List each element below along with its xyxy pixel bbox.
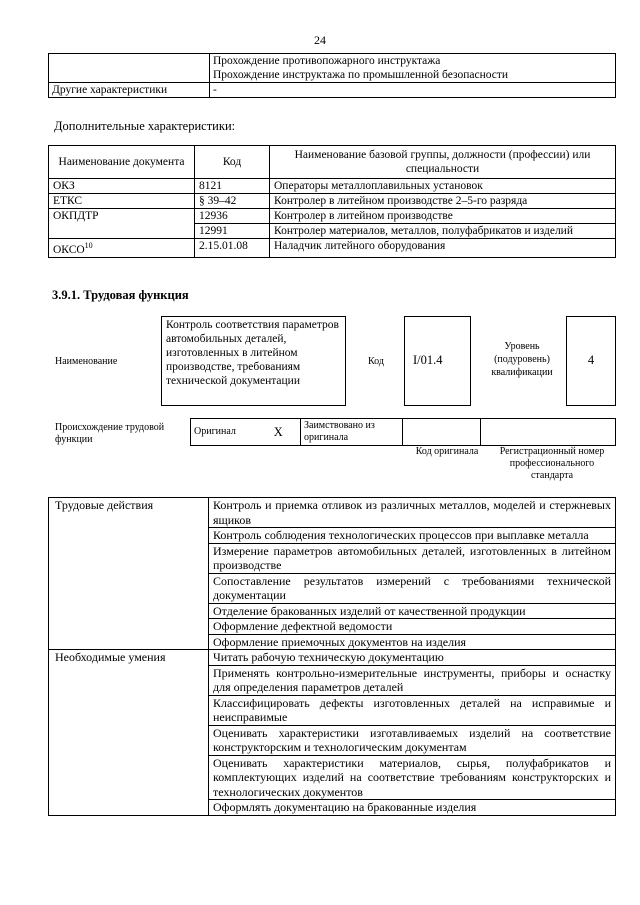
additional-characteristics-table	[48, 145, 616, 258]
labor-action-item: Оформление дефектной ведомости	[209, 619, 616, 635]
name-cell: Контролер в литейном производстве 2–5-го разряда	[270, 194, 616, 209]
labor-action-item: Сопоставление результатов измерений с требованиями технической документации	[209, 573, 616, 603]
skill-item: Оценивать характеристики изготавливаемых изделий на соответствие конструкторским и технологическим документам	[209, 725, 616, 755]
origin-label: Происхождение трудовой функции	[55, 422, 165, 445]
function-details-table	[48, 497, 616, 816]
requirement-line: Прохождение противопожарного инструктажа	[213, 55, 441, 67]
header-group-name: Наименование базовой группы, должности (профессии) или специальности	[270, 146, 616, 179]
function-name-label: Наименование	[55, 356, 118, 367]
top-characteristics-table	[48, 53, 616, 98]
code-cell: § 39–42	[195, 194, 270, 209]
requirement-line: Прохождение инструктажа по промышленной безопасности	[213, 69, 509, 81]
doc-cell	[49, 239, 195, 258]
name-cell: Контролер материалов, металлов, полуфабрикатов и изделий	[270, 224, 616, 239]
function-code-label: Код	[368, 356, 384, 367]
footnote-ref: 10	[84, 241, 93, 250]
other-characteristics-value: -	[210, 83, 616, 98]
qualification-level-value: 4	[587, 353, 595, 367]
original-label: Оригинал	[191, 419, 257, 446]
table-row	[49, 650, 616, 666]
labor-action-item: Измерение параметров автомобильных деталей, изготовленных в литейном производстве	[209, 543, 616, 573]
skill-item: Применять контрольно-измерительные инструменты, приборы и оснастку для определения параметров деталей	[209, 665, 616, 695]
origin-code-caption: Код оригинала	[415, 446, 479, 457]
name-cell: Наладчик литейного оборудования	[270, 239, 616, 258]
doc-cell: ЕТКС	[49, 194, 195, 209]
top-table-requirements-cell	[210, 54, 616, 83]
table-row	[49, 239, 616, 258]
header-document: Наименование документа	[49, 146, 195, 179]
code-cell: 12936	[195, 209, 270, 224]
labor-action-item: Контроль и приемка отливок из различных металлов, моделей и стержневых ящиков	[209, 498, 616, 528]
function-code-value: I/01.4	[413, 353, 443, 367]
other-characteristics-label: Другие характеристики	[49, 83, 210, 98]
origin-reg-cell	[481, 419, 616, 446]
labor-action-item: Контроль соблюдения технологических процессов при выплавке металла	[209, 528, 616, 544]
section-title: 3.9.1. Трудовая функция	[52, 288, 189, 302]
code-cell: 2.15.01.08	[195, 239, 270, 258]
name-cell: Контролер в литейном производстве	[270, 209, 616, 224]
code-cell: 12991	[195, 224, 270, 239]
name-cell: Операторы металлоплавильных установок	[270, 179, 616, 194]
table-row	[49, 194, 616, 209]
table-row	[49, 498, 616, 528]
skill-item: Оценивать характеристики материалов, сырья, полуфабрикатов и комплектующих изделий на соответствие требованиям конструкторских и технологических документов	[209, 755, 616, 800]
labor-action-item: Отделение бракованных изделий от качественной продукции	[209, 603, 616, 619]
header-code: Код	[195, 146, 270, 179]
labor-actions-label: Трудовые действия	[49, 498, 209, 650]
table-row	[49, 209, 616, 224]
qualification-level-label: Уровень (подуровень) квалификации	[491, 341, 553, 378]
doc-cell: ОКЗ	[49, 179, 195, 194]
doc-name: ОКСО	[53, 243, 85, 256]
function-name-value: Контроль соответствия параметров автомобильных деталей, изготовленных в литейном производстве, требованиям технической документации	[161, 316, 346, 406]
origin-reg-caption: Регистрационный номер профессионального стандарта	[499, 446, 605, 481]
origin-code-cell	[403, 419, 481, 446]
code-cell: 8121	[195, 179, 270, 194]
skill-item: Оформлять документацию на бракованные изделия	[209, 800, 616, 816]
origin-table	[190, 418, 616, 446]
table-row	[49, 179, 616, 194]
required-skills-label: Необходимые умения	[49, 650, 209, 816]
borrowed-label: Заимствовано из оригинала	[301, 419, 403, 446]
page-number: 24	[314, 33, 326, 47]
additional-characteristics-label: Дополнительные характеристики:	[54, 119, 236, 133]
top-table-empty-cell	[49, 54, 210, 83]
original-mark: X	[257, 419, 301, 446]
skill-item: Читать рабочую техническую документацию	[209, 650, 616, 666]
doc-cell: ОКПДТР	[49, 209, 195, 239]
labor-action-item: Оформление приемочных документов на изделия	[209, 634, 616, 650]
skill-item: Классифицировать дефекты изготовленных деталей на исправимые и неисправимые	[209, 695, 616, 725]
